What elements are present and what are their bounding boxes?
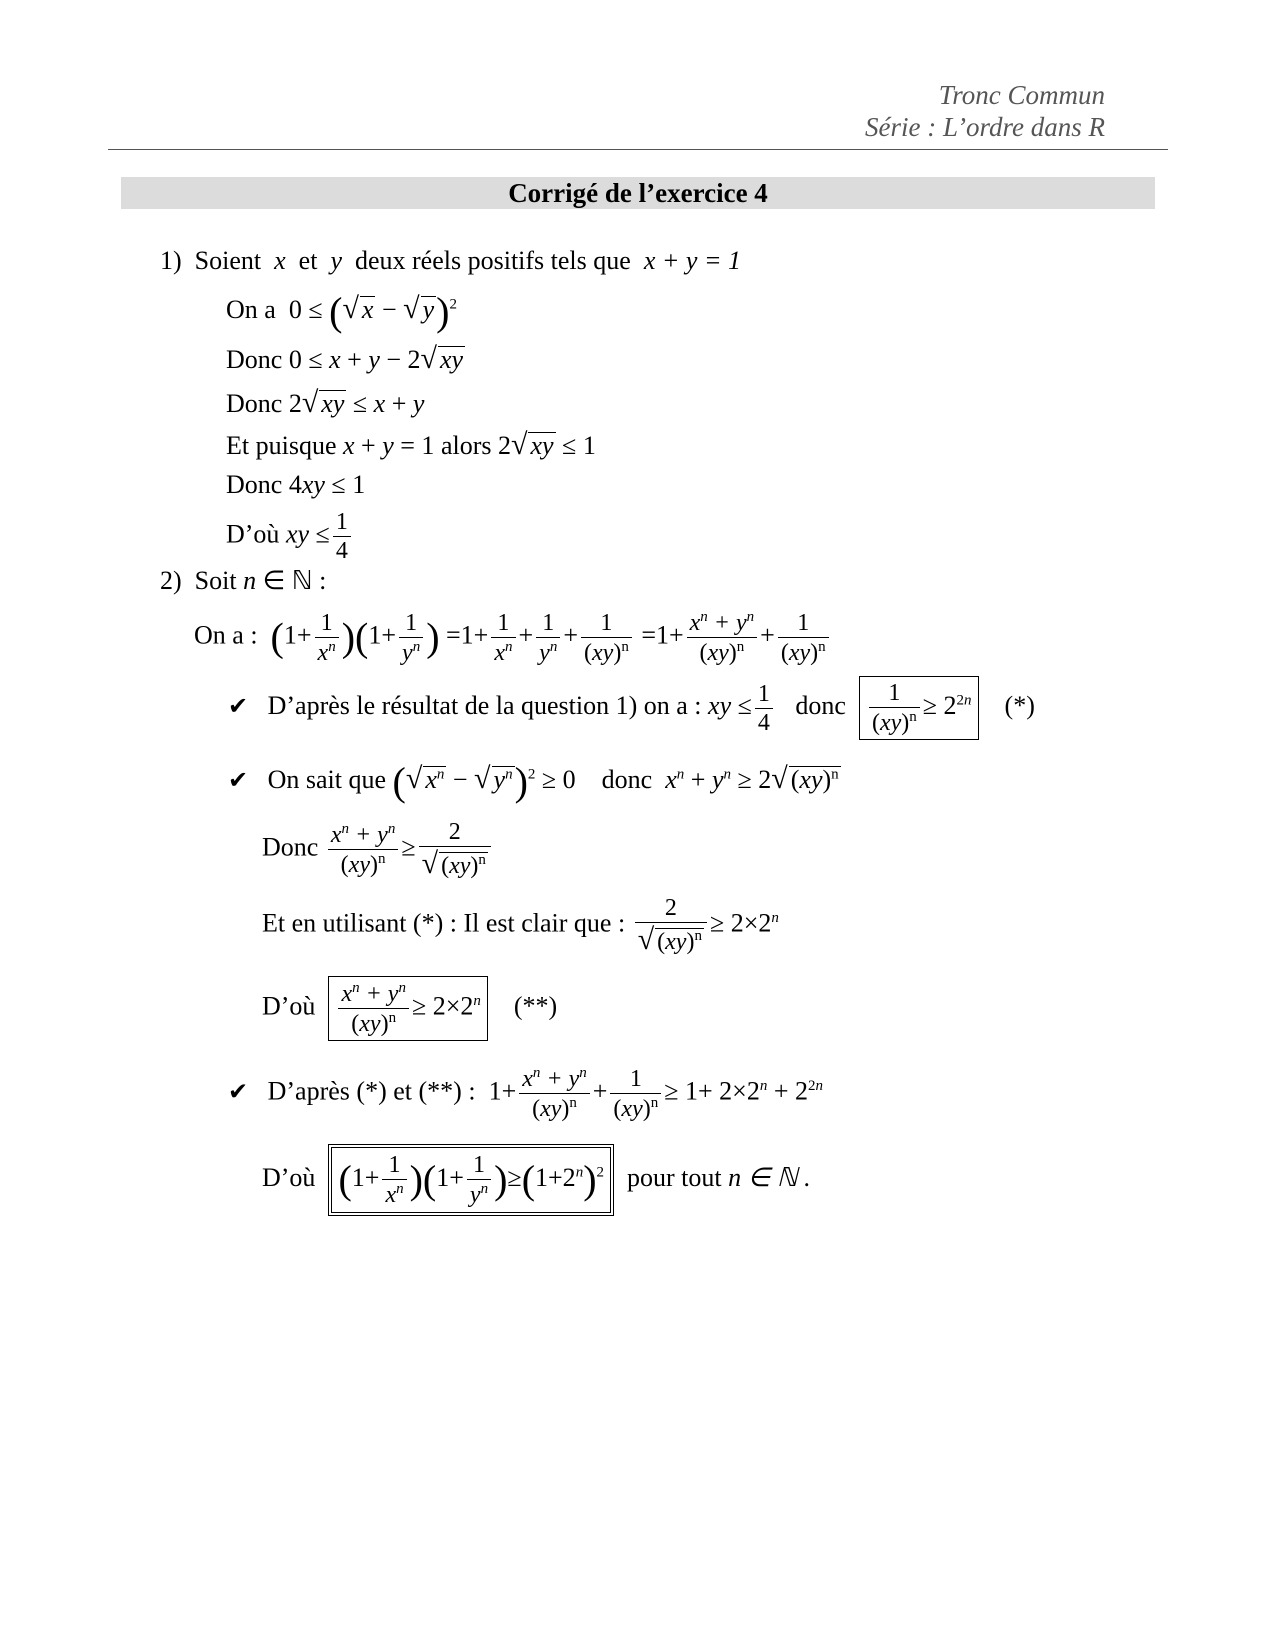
boxed-result-dstar: $\frac{x^n + y^n}{(xy)^n}$ ≥ $2\times 2^n$	[328, 976, 487, 1041]
part1-step1: On a 0 ≤ (√ x − √ y)$^2$	[226, 289, 457, 334]
check-2-conclusion: D’où $\frac{x^n + y^n}{(xy)^n}$ ≥ $2\times 2^n$ (**)	[262, 976, 557, 1041]
part2-expansion: On a : (1+ $\frac{1}{x^n}$ )(1+ $\frac{1}{y^n}$ ) =1+ $\frac{1}{x^n}$ + $\frac{1}{y^n}$ + $\frac{1}{(xy)^n}$ =1+ $\frac{x^n + y^n}{(xy)^n}$ + $\frac{1}{(xy)^n}$	[194, 610, 832, 665]
check-1: ✔ D’après le résultat de la question 1) on a : xy ≤ $\frac{1}{4}$ donc $\frac{1}{(xy)^n}$ ≥ $2^{2n}$ (*)	[228, 676, 1035, 740]
check-2: ✔ On sait que (√ $x^n$ − √ $y^n)^2 \ge 0$ donc $x^n + y^n \ge 2√$ (xy)$^n$	[228, 759, 839, 804]
checkmark-icon: ✔	[228, 767, 249, 794]
boxed-result-star: $\frac{1}{(xy)^n}$ ≥ $2^{2n}$	[859, 676, 979, 740]
checkmark-icon: ✔	[228, 1079, 249, 1106]
part2-intro: 2) Soit n ∈ ℕ :	[160, 566, 327, 595]
check-3: ✔ D’après (*) et (**) : 1+ $\frac{x^n + y^n}{(xy)^n}$ + $\frac{1}{(xy)^n}$ ≥ $1+ 2\times 2^n + 2^{2n}$	[228, 1065, 824, 1122]
header-series: Série : L’ordre dans R	[865, 112, 1105, 142]
boxed-final-result: (1+ $\frac{1}{x^n}$ )(1+ $\frac{1}{y^n}$ )$\ge(1+2^n)^2$	[328, 1144, 614, 1216]
part1-step2: Donc 0 ≤ x + y − 2√ xy	[226, 342, 464, 375]
check-2-donc: Donc $\frac{x^n + y^n}{(xy)^n}$ ≥ $\frac{2}{√ (xy)^n}$	[262, 820, 494, 879]
part1-step4: Et puisque x + y = 1 alors 2√ xy ≤ 1	[226, 428, 596, 461]
checkmark-icon: ✔	[228, 693, 249, 720]
check-2-using-star: Et en utilisant (*) : Il est clair que : $\frac{2}{√ (xy)^n}$ ≥ $2\times 2^n$	[262, 895, 779, 956]
part1-conclusion: D’où xy ≤ $\frac{1}{4}$	[226, 510, 354, 563]
part2-number: 2)	[160, 566, 182, 595]
part1-intro: 1) Soient x et y deux réels positifs tels que x + y = 1	[160, 246, 741, 275]
header-rule	[108, 149, 1168, 150]
part1-step5: Donc 4xy ≤ 1	[226, 470, 366, 499]
final-conclusion: D’où (1+ $\frac{1}{x^n}$ )(1+ $\frac{1}{y^n}$ )$\ge(1+2^n)^2$ pour tout n ∈ ℕ .	[262, 1144, 811, 1216]
page-title: Corrigé de l’exercice 4	[121, 177, 1155, 209]
header-course: Tronc Commun	[938, 80, 1105, 110]
part1-number: 1)	[160, 246, 182, 275]
part1-step3: Donc 2√ xy ≤ x + y	[226, 386, 425, 419]
